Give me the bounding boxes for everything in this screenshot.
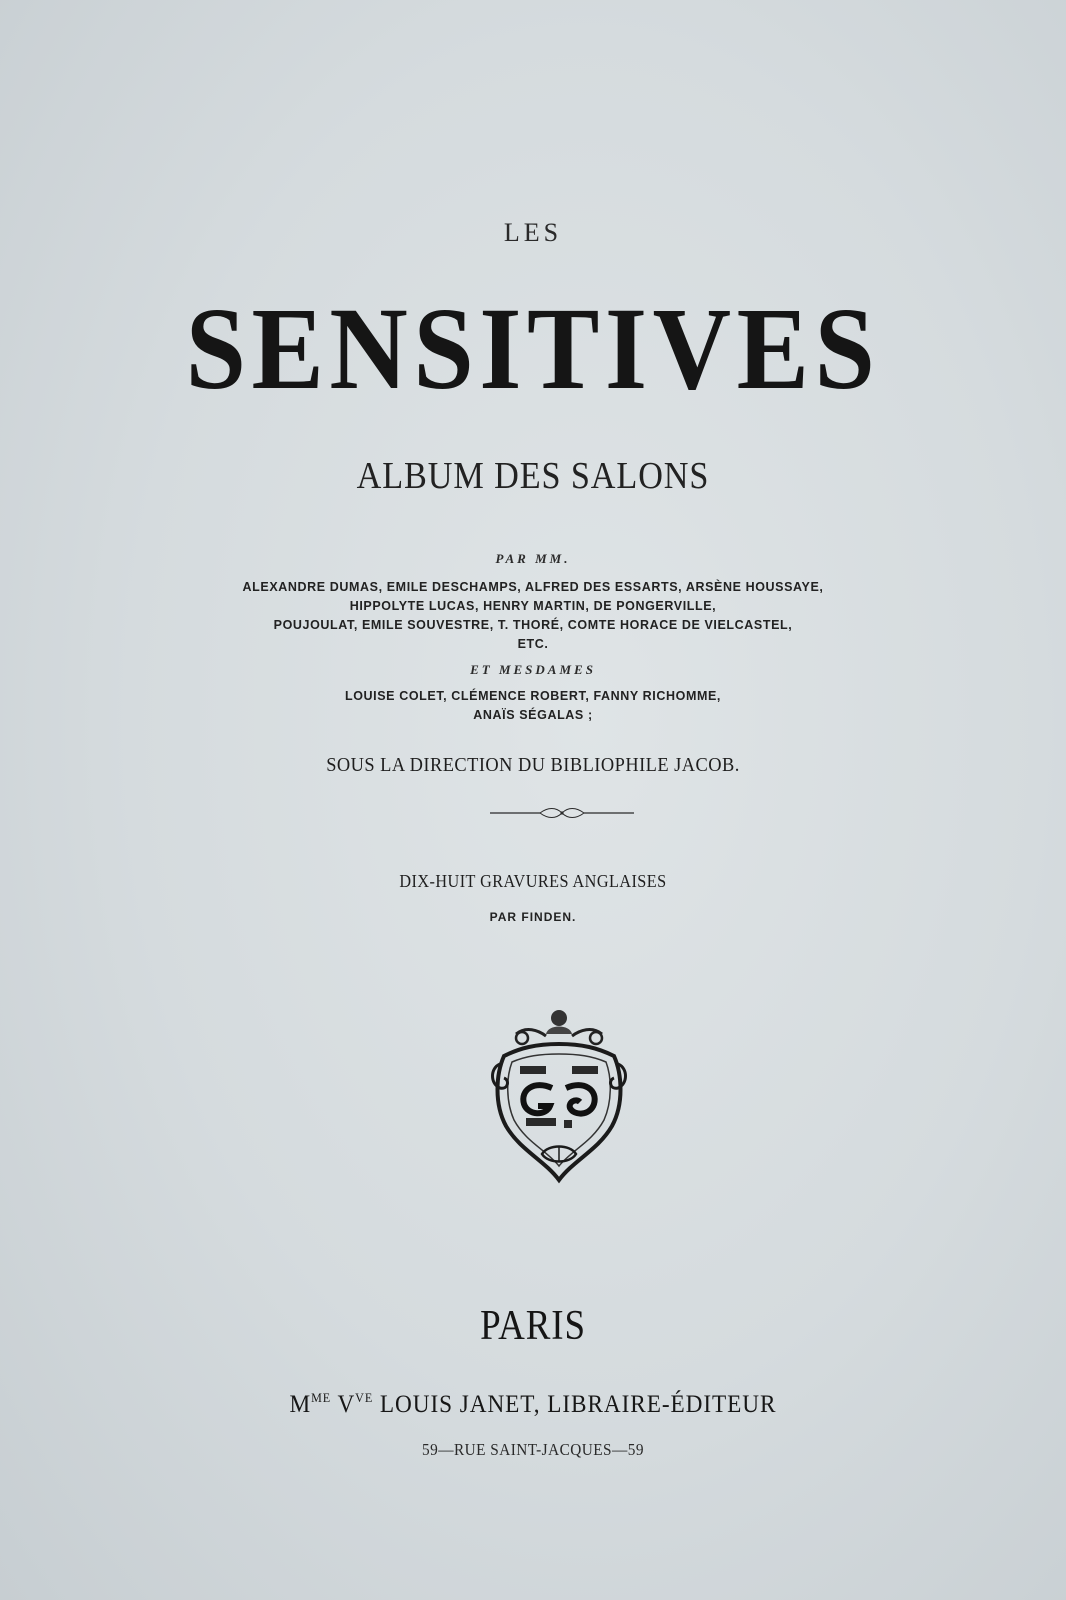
authors-line: POUJOULAT, EMILE SOUVESTRE, T. THORÉ, COMTE HORACE DE VIELCASTEL, <box>273 618 793 632</box>
ladies-line: ANAÏS SÉGALAS ; <box>473 708 593 722</box>
engraver-line: PAR FINDEN. <box>489 910 577 924</box>
city-line: PARIS <box>480 1303 586 1349</box>
authors-line: ETC. <box>517 637 549 651</box>
publisher-name: LOUIS JANET, LIBRAIRE-ÉDITEUR <box>373 1391 777 1418</box>
ladies-line: LOUISE COLET, CLÉMENCE ROBERT, FANNY RICHOMME, <box>344 689 721 703</box>
et-mesdames-label: ET MESDAMES <box>470 662 596 677</box>
publisher-line <box>37 1390 1028 1419</box>
book-title: SENSITIVES <box>185 283 881 414</box>
address-line: 59—RUE SAINT-JACQUES—59 <box>422 1440 644 1459</box>
publisher-me-sup: ME <box>311 1390 332 1405</box>
publisher-cartouche-icon <box>486 1004 632 1186</box>
publisher-ve-sup: VE <box>355 1390 374 1405</box>
authors-line: HIPPOLYTE LUCAS, HENRY MARTIN, DE PONGERVILLE, <box>349 599 717 613</box>
publisher-v: V <box>337 1391 356 1418</box>
direction-line: SOUS LA DIRECTION DU BIBLIOPHILE JACOB. <box>326 754 740 776</box>
divider-flourish-icon <box>490 806 634 820</box>
book-subtitle: ALBUM DES SALONS <box>356 455 710 497</box>
title-article: LES <box>503 218 563 247</box>
par-mm-label: PAR MM. <box>495 551 571 566</box>
publisher-m: M <box>289 1391 312 1418</box>
engravings-line: DIX-HUIT GRAVURES ANGLAISES <box>399 871 667 891</box>
authors-line: ALEXANDRE DUMAS, EMILE DESCHAMPS, ALFRED DES ESSARTS, ARSÈNE HOUSSAYE, <box>242 580 824 594</box>
